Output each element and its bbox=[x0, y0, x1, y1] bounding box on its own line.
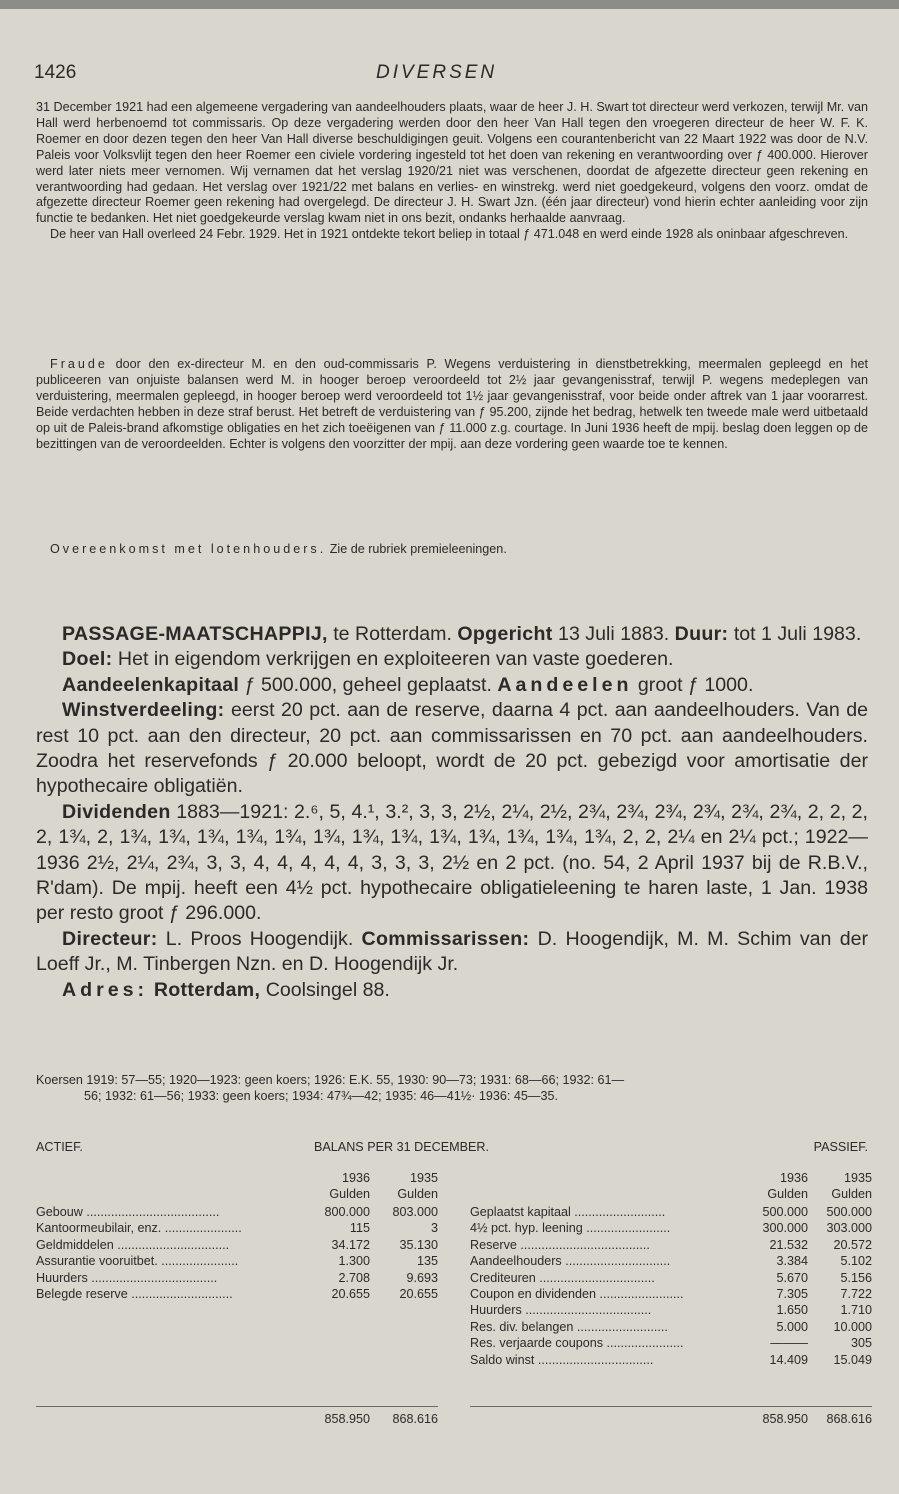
unit-header: Gulden bbox=[831, 1187, 872, 1202]
company-name: PASSAGE-MAATSCHAPPIJ, bbox=[62, 623, 328, 645]
value-1936: 14.409 bbox=[769, 1352, 808, 1367]
total-value: 858.950 bbox=[324, 1412, 370, 1426]
year-header: 1935 bbox=[843, 1171, 872, 1185]
value-1936: 34.172 bbox=[331, 1237, 370, 1252]
table-row bbox=[470, 1286, 872, 1302]
row-label: 4½ pct. hyp. leening ........................ bbox=[470, 1221, 671, 1236]
row-label: Aandeelhouders .............................. bbox=[470, 1254, 671, 1269]
adres-city: Rotterdam, bbox=[148, 978, 261, 1001]
scan-edge bbox=[0, 0, 899, 9]
table-row bbox=[36, 1253, 438, 1269]
actief-col-headers bbox=[36, 1170, 438, 1203]
table-row bbox=[470, 1335, 872, 1351]
page-number: 1426 bbox=[34, 62, 77, 83]
aandeelen-label: Aandeelen bbox=[497, 673, 633, 696]
unit-header: Gulden bbox=[329, 1187, 370, 1202]
row-label: Gebouw ...................................... bbox=[36, 1205, 220, 1219]
value-1936: 2.708 bbox=[338, 1270, 370, 1285]
table-row bbox=[470, 1270, 872, 1286]
company-entry bbox=[36, 622, 868, 1003]
fraude-label: Fraude bbox=[50, 357, 108, 371]
unit-header: Gulden bbox=[397, 1187, 438, 1202]
table-row bbox=[470, 1319, 872, 1335]
koersen-line: 56; 1932: 61—56; 1933: geen koers; 1934: 47¾—42; 1935: 46—41½· 1936: 45—35. bbox=[84, 1089, 559, 1103]
table-row bbox=[470, 1237, 872, 1253]
total-value: 868.616 bbox=[392, 1412, 438, 1426]
running-header bbox=[34, 62, 870, 86]
table-row bbox=[470, 1220, 872, 1236]
actief-table bbox=[36, 1204, 438, 1302]
value-1935: 20.655 bbox=[399, 1286, 438, 1301]
value-1936: 300.000 bbox=[762, 1221, 808, 1236]
value-1936: ——— bbox=[770, 1336, 808, 1351]
passief-table bbox=[470, 1204, 872, 1368]
value-1935: 5.156 bbox=[840, 1270, 872, 1285]
row-label: Huurders .................................... bbox=[36, 1270, 218, 1285]
adres-label: Adres: bbox=[62, 978, 149, 1001]
actief-label: ACTIEF. bbox=[36, 1140, 83, 1154]
value-1936: 5.670 bbox=[776, 1270, 808, 1285]
koersen bbox=[36, 1072, 868, 1104]
koersen-line: Koersen 1919: 57—55; 1920—1923: geen koers; 1926: E.K. 55, 1930: 90—73; 1931: 68—66; 1932: 61— bbox=[36, 1073, 625, 1087]
unit-header: Gulden bbox=[767, 1187, 808, 1202]
year-header: 1935 bbox=[409, 1171, 438, 1185]
duur-label: Duur: bbox=[674, 623, 729, 645]
row-label: Saldo winst ................................. bbox=[470, 1352, 654, 1367]
doel-text: Het in eigendom verkrijgen en exploiteeren van vaste goederen. bbox=[112, 648, 674, 671]
kapitaal-label: Aandeelenkapitaal bbox=[62, 673, 240, 696]
value-1935: 7.722 bbox=[840, 1286, 872, 1301]
value-1935: 15.049 bbox=[833, 1352, 872, 1367]
value-1936: 1.300 bbox=[338, 1254, 370, 1269]
overeenkomst-text: Zie de rubriek premieleeningen. bbox=[326, 542, 507, 556]
kapitaal-text: ƒ 500.000, geheel geplaatst. bbox=[239, 673, 498, 696]
dividend-text: 1883—1921: 2.⁶, 5, 4.¹, 3.², 3, 3, 2½, 2¼, 2½, 2¾, 2¾, 2¾, 2¾, 2¾, 2¾, 2, 2, 2, 2, 1¾, 2, 1¾, 1¾, 1¾, 1¾, 1¾, 1¾, 1¾, 1¾, 1¾, 1¾, 1¾, 1¾, 1¾, 2, 2, 2¼ en 2¼ pct.; 1922—1936 2½, 2¼, 2¾, 3, 3, 4, 4, 4, 4, 4, 3, 3, 3, 2½ en 2 pct. (no. 54, 2 April 1937 bij de R.B.V., R'dam). De mpij. heeft een 4½ pct. hypothecaire obligatieleening te haren laste, 1 Jan. 1938 per resto groot ƒ 296.000. bbox=[36, 800, 868, 925]
table-row bbox=[470, 1204, 872, 1220]
commissarissen-label: Commissarissen: bbox=[361, 927, 530, 950]
total-value: 868.616 bbox=[826, 1412, 872, 1426]
value-1936: 21.532 bbox=[769, 1237, 808, 1252]
table-row bbox=[36, 1286, 438, 1302]
table-row bbox=[36, 1204, 438, 1220]
passief-col-headers bbox=[470, 1170, 872, 1203]
balance-sheet-header bbox=[36, 1140, 868, 1162]
value-1935: 135 bbox=[416, 1254, 438, 1269]
value-1935: 10.000 bbox=[833, 1319, 872, 1334]
value-1935: 9.693 bbox=[406, 1270, 438, 1285]
overeenkomst-label: Overeenkomst met lotenhouders. bbox=[50, 542, 327, 556]
row-label: Belegde reserve ............................. bbox=[36, 1286, 233, 1301]
value-1935: 500.000 bbox=[826, 1205, 872, 1219]
value-1935: 3 bbox=[430, 1221, 438, 1236]
value-1936: 1.650 bbox=[776, 1303, 808, 1318]
fraude-paragraph bbox=[36, 357, 868, 452]
table-row bbox=[36, 1220, 438, 1236]
paragraph: 31 December 1921 had een algemeene vergadering van aandeelhouders plaats, waar de heer J. H. Swart tot directeur werd verkozen, terwijl Mr. van Hall werd herbenoemd tot commissaris. Op deze vergadering werden door den heer Van Hall tegen den vroegeren directeur de heer W. F. K. Roemer en door dezen tegen den heer Van Hall diverse beschuldigingen geuit. Volgens een courantenbericht van 22 Maart 1922 was door de N.V. Paleis voor Volksvlijt tegen den heer Roemer een civiele vordering ingesteld tot het doen van rekening en verantwoording over ƒ 400.000. Hierover werd later niets meer vernomen. Wij vernamen dat het verslag 1920/21 niet was verschenen, doordat de afgezette directeur geen rekening en verantwoording had gedaan. Het verslag over 1921/22 met balans en verlies- en winstrekg. werd niet goedgekeurd, volgens den voorz. omdat de afgezette directeur Roemer geen rekening had overgelegd. De directeur J. H. Swart Jzn. (één jaar directeur) vond hierin echter aanleiding voor zijn functie te bedanken. Het niet goedgekeurde verslag kwam niet in ons bezit, ondanks herhaalde aanvraag. bbox=[36, 100, 868, 226]
table-row bbox=[36, 1237, 438, 1253]
value-1936: 7.305 bbox=[776, 1286, 808, 1301]
row-label: Res. div. belangen .......................... bbox=[470, 1319, 668, 1334]
aandeelen-text: groot ƒ 1000. bbox=[632, 673, 754, 696]
adres-text: Coolsingel 88. bbox=[260, 978, 390, 1001]
row-label: Kantoormeubilair, enz. ...................... bbox=[36, 1221, 242, 1236]
row-label: Geldmiddelen ................................ bbox=[36, 1237, 230, 1252]
row-label: Huurders .................................... bbox=[470, 1303, 652, 1318]
section-title: DIVERSEN bbox=[376, 62, 498, 83]
value-1935: 35.130 bbox=[399, 1237, 438, 1252]
year-header: 1936 bbox=[779, 1171, 808, 1185]
row-label: Crediteuren ................................. bbox=[470, 1270, 655, 1285]
table-row bbox=[470, 1253, 872, 1269]
value-1935: 5.102 bbox=[840, 1254, 872, 1269]
previous-entry bbox=[36, 100, 868, 243]
value-1935: 303.000 bbox=[826, 1221, 872, 1236]
directeur-text: L. Proos Hoogendijk. bbox=[157, 927, 362, 950]
commissarissen-text: D. Hoogendijk, M. M. Schim van der Loeff Jr., M. Tinbergen Nzn. en D. Hoogendijk Jr. bbox=[36, 927, 869, 976]
row-label: Coupon en dividenden ........................ bbox=[470, 1286, 684, 1301]
fraude-text: door den ex-directeur M. en den oud-commissaris P. Wegens verduistering in dienstbetrekking, meermalen gepleegd en het publiceeren van onjuiste balansen werd M. in hooger beroep veroordeeld tot 2½ jaar gevangenisstraf, terwijl P. wegens medeplegen van verduistering, meermalen gepleegd, in hooger beroep werd veroordeeld tot 1½ jaar gevangenisstraf, voor beide onder aftrek van 1 jaar voorarrest. Beide verdachten hebben in deze straf berust. Het betreft de verduistering van ƒ 95.200, zijnde het bedrag, hetwelk ten tweede male werd uitbetaald op uit de Paleis-brand afkomstige obligaties en het zich toeëigenen van ƒ 11.000 z.g. courtage. In Juni 1936 heeft de mpij. beslag doen leggen op de bezittingen van de veroordeelden. Echter is volgens den voorzitter der mpij. aan deze vordering geen waarde toe te kennen. bbox=[36, 357, 868, 451]
value-1936: 5.000 bbox=[776, 1319, 808, 1334]
year-header: 1936 bbox=[341, 1171, 370, 1185]
company-place: te Rotterdam. bbox=[327, 623, 458, 645]
value-1935: 1.710 bbox=[840, 1303, 872, 1318]
value-1935: 803.000 bbox=[392, 1205, 438, 1219]
row-label: Assurantie vooruitbet. ...................... bbox=[36, 1254, 239, 1269]
directeur-label: Directeur: bbox=[62, 927, 158, 950]
row-label: Res. verjaarde coupons ...................... bbox=[470, 1336, 684, 1351]
actief-total-rule bbox=[36, 1406, 438, 1407]
value-1936: 20.655 bbox=[331, 1286, 370, 1301]
opgericht-text: 13 Juli 1883. bbox=[552, 623, 675, 645]
table-row bbox=[470, 1352, 872, 1368]
passief-total-rule bbox=[470, 1406, 872, 1407]
doel-label: Doel: bbox=[62, 648, 113, 671]
value-1935: 20.572 bbox=[833, 1237, 872, 1252]
winst-text: eerst 20 pct. aan de reserve, daarna 4 pct. aan aandeelhouders. Van de rest 10 pct. aan den directeur, 20 pct. aan commissarissen en 70 pct. aan aandeelhouders. Zoodra het reservefonds ƒ 20.000 beloopt, wordt de 20 pct. gebezigd voor amortisatie der hypothecaire obligatiën. bbox=[36, 699, 868, 798]
table-row bbox=[36, 1270, 438, 1286]
value-1936: 800.000 bbox=[324, 1205, 370, 1219]
winst-label: Winstverdeeling: bbox=[62, 699, 225, 722]
table-row bbox=[470, 1302, 872, 1318]
row-label: Geplaatst kapitaal .......................... bbox=[470, 1205, 666, 1219]
total-value: 858.950 bbox=[762, 1412, 808, 1426]
value-1936: 115 bbox=[349, 1221, 370, 1236]
value-1935: 305 bbox=[850, 1336, 872, 1351]
value-1936: 500.000 bbox=[762, 1205, 808, 1219]
row-label: Reserve ..................................... bbox=[470, 1237, 650, 1252]
paragraph: De heer van Hall overleed 24 Febr. 1929. Het in 1921 ontdekte tekort beliep in totaal ƒ 471.048 en werd einde 1928 als oninbaar afgeschreven. bbox=[50, 227, 849, 242]
value-1936: 3.384 bbox=[776, 1254, 808, 1269]
opgericht-label: Opgericht bbox=[457, 623, 553, 645]
duur-text: tot 1 Juli 1983. bbox=[728, 623, 862, 645]
dividend-label: Dividenden bbox=[62, 800, 171, 823]
overeenkomst-paragraph bbox=[36, 542, 868, 558]
balance-title: BALANS PER 31 DECEMBER. bbox=[314, 1140, 489, 1154]
passief-label: PASSIEF. bbox=[813, 1140, 868, 1154]
